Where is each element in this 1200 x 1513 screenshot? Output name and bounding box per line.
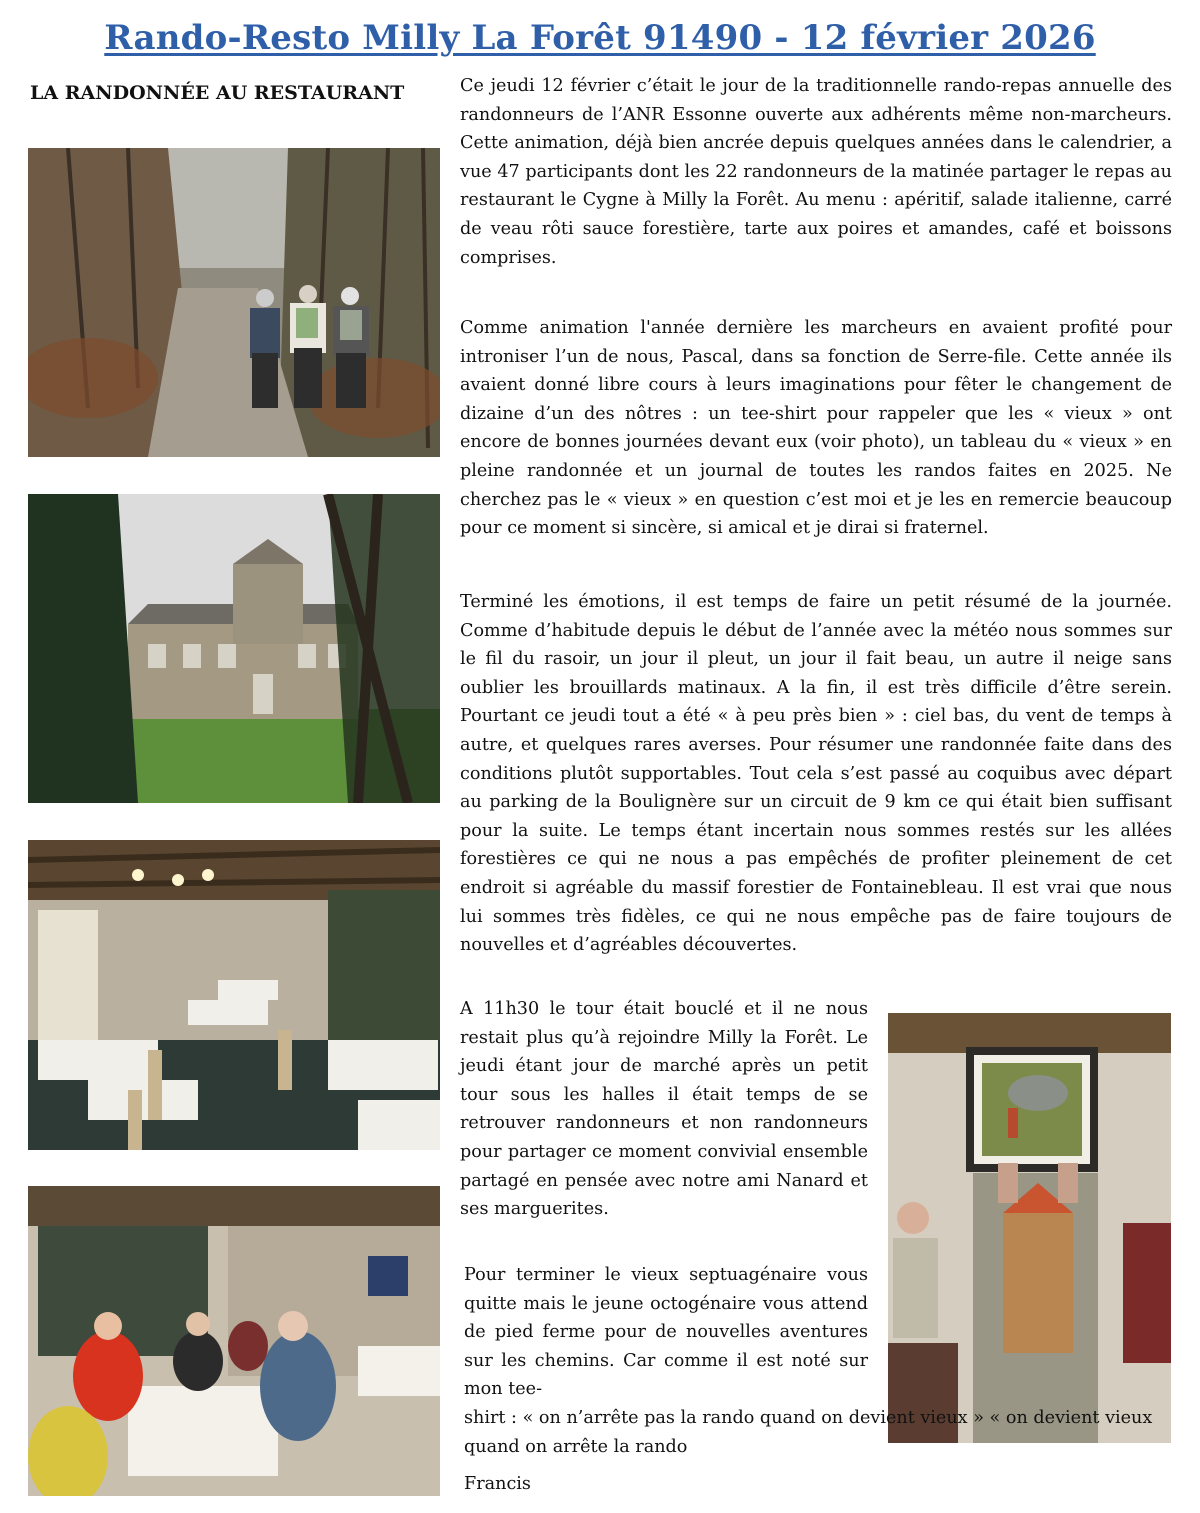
article-paragraph-4: A 11h30 le tour était bouclé et il ne nous restait plus qu’à rejoindre Milly la Forêt. Le jeudi étant jour de marché après un petit tour sous les halles il était temps de se retrouver randonneurs et non randonneurs pour partager ce moment convivial ensemble partagé en pensée avec notre ami Nanard et ses marguerites. [460,999,868,1220]
hikers-forest-photo [28,148,440,457]
manor-house-photo [28,494,440,803]
article-paragraph-5-continued: shirt : « on n’arrête pas la rando quand on devient vieux » « on devient vieux quand on arrête la rando [464,1408,1153,1457]
author-signature: Francis [464,1474,531,1494]
article-paragraph-3: Terminé les émotions, il est temps de faire un petit résumé de la journée. Comme d’habitude depuis le début de l’année avec la météo nous sommes sur le fil du rasoir, un jour il pleut, un jour il fait beau, un autre il neige sans oublier les brouillards matinaux. A la fin, il est très difficile d’être serein. Pourtant ce jeudi tout a été « à peu près bien » : ciel bas, du vent de temps à autre, et quelques rares averses. Pour résumer une randonnée faite dans des conditions plutôt supportables. Tout cela s’est passé au coquibus avec départ au parking de la Boulignère sur un circuit de 9 km ce qui était bien suffisant pour la suite. Le temps étant incertain nous sommes restés sur les allées forestières ce qui ne nous a pas empêchés de profiter pleinement de cet endroit si agréable du massif forestier de Fontainebleau. Il est vrai que nous lui sommes très fidèles, ce qui ne nous empêche pas de faire toujours de nouvelles et d’agréables découvertes. [460,592,1172,956]
section-heading: LA RANDONNÉE AU RESTAURANT [30,82,405,104]
article-paragraph-5: Pour terminer le vieux septuagénaire vous quitte mais le jeune octogénaire vous attend de pied ferme pour de nouvelles aventures sur les chemins. Car comme il est noté sur mon tee- [464,1265,868,1400]
article-paragraph-1: Ce jeudi 12 février c’était le jour de la traditionnelle rando-repas annuelle des randonneurs de l’ANR Essonne ouverte aux adhérents même non-marcheurs. Cette animation, déjà bien ancrée depuis quelques années dans le calendrier, a vue 47 participants dont les 22 randonneurs de la matinée partager le repas au restaurant le Cygne à Milly la Forêt. Au menu : apéritif, salade italienne, carré de veau rôti sauce forestière, tarte aux poires et amandes, café et boissons comprises. [460,76,1172,268]
page-title: Rando-Resto Milly La Forêt 91490 - 12 février 2026 [104,18,1096,58]
painting-tshirt-photo [888,1013,1171,1443]
article-paragraph-2: Comme animation l'année dernière les marcheurs en avaient profité pour introniser l’un de nous, Pascal, dans sa fonction de Serre-file. Cette année ils avaient donné libre cours à leurs imaginations pour fêter le changement de dizaine d’un des nôtres : un tee-shirt pour rappeler que les « vieux » ont encore de bonnes journées devant eux (voir photo), un tableau du « vieux » en pleine randonnée et un journal de toutes les randos faites en 2025. Ne cherchez pas le « vieux » en question c’est moi et je les en remercie beaucoup pour ce moment si sincère, si amical et je dirai si fraternel. [460,318,1172,539]
diners-photo [28,1186,440,1496]
dining-room-photo [28,840,440,1150]
